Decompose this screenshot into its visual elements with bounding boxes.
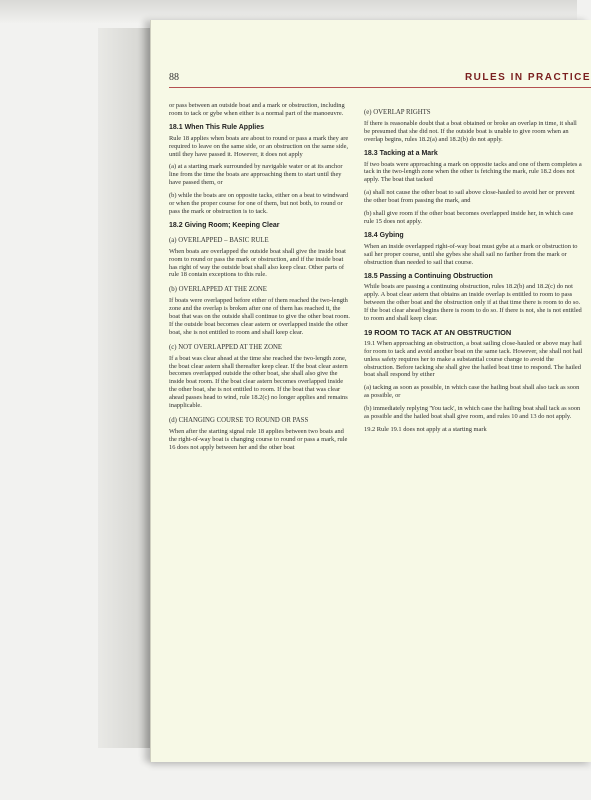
paragraph-18-2-c: If a boat was clear ahead at the time she reached the two-length zone, the boat clear astern shall thereafter keep clear. If the boat clear astern becomes overlapped outside the other boat, she shall also give the inside boat room. If the boat clear astern becomes overlapped inside the other boat, she is not entitled to room. If the boat that was clear ahead passes head to wind, rule 18.2(c) no longer applies and remains inapplicable. (169, 354, 348, 410)
heading-18-5: 18.5 Passing a Continuing Obstruction (364, 272, 493, 280)
heading-18-2-a: (a) OVERLAPPED – BASIC RULE (169, 236, 269, 244)
paragraph-18-2-b: If boats were overlapped before either of them reached the two-length zone and the overlap is broken after one of them has reached it, the boat that was on the outside shall continue to give the other boat room. If the outside boat becomes clear astern or overlapped inside the other boat, she is not entitled to room and shall keep clear. (169, 297, 351, 336)
paragraph-18-1-a: (a) at a starting mark surrounded by navigable water or at its anchor line from the time the boats are approaching them to start until they have passed them, or (169, 163, 343, 187)
heading-19: 19 ROOM TO TACK AT AN OBSTRUCTION (364, 327, 512, 337)
page-number: 88 (169, 72, 179, 83)
paragraph-19-2: 19.2 Rule 19.1 does not apply at a starting mark (364, 426, 487, 433)
heading-18-3: 18.3 Tacking at a Mark (364, 149, 438, 157)
heading-18-2: 18.2 Giving Room; Keeping Clear (169, 221, 280, 229)
paragraph-18-4: When an inside overlapped right-of-way boat must gybe at a mark or obstruction to sail her proper course, until she gybes she shall sail no farther from the mark or obstruction than needed to sail that course. (364, 242, 578, 266)
paragraph-18-3-a: (a) shall not cause the other boat to sail above close-hauled to avoid her or prevent the other boat from passing the mark, and (364, 189, 575, 205)
heading-18-2-d: (d) CHANGING COURSE TO ROUND OR PASS (169, 417, 309, 424)
paragraph-19-1-b: (b) immediately replying 'You tack', in which case the hailing boat shall tack as soon as possible and the hailed boat shall give room, and rules 10 and 13 do not apply. (364, 405, 581, 421)
right-column (364, 102, 584, 439)
intro-paragraph: or pass between an outside boat and a mark or obstruction, including room to tack or gybe when either is a normal part of the manoeuvre. (169, 102, 345, 117)
paragraph-18-5: While boats are passing a continuing obstruction, rules 18.2(b) and 18.2(c) do not apply. A boat clear astern that obtains an inside overlap is entitled to room to pass between the other boat and the obstruction only if at that time there is room to do so. If the boat clear ahead begins there is room to do so. If there is not, she is not entitled to room and shall keep clear. (364, 283, 582, 323)
paragraph-18-2-a: When boats are overlapped the outside boat shall give the inside boat room to round or pass the mark or obstruction, and if the inside boat has right of way the outside boat shall also keep clear. Other parts of rule 18 contain exceptions to this rule. (169, 247, 346, 279)
paragraph-19-1-a: (a) tacking as soon as possible, in which case the hailing boat shall also tack as soon as possible, or (364, 384, 580, 400)
paragraph-18-3: If two boats were approaching a mark on opposite tacks and one of them completes a tack in the two-length zone when the other is fetching the mark, rule 18.2 does not apply. The boat that tacked (364, 160, 582, 184)
paragraph-18-1: Rule 18 applies when boats are about to round or pass a mark they are required to leave on the same side, or an obstruction on the same side, until they have passed it. However, it does not apply (169, 134, 349, 158)
header-rule (169, 87, 591, 88)
running-head: RULES IN PRACTICE (464, 72, 591, 83)
heading-18-2-e: (e) OVERLAP RIGHTS (364, 109, 431, 116)
page-header (169, 72, 591, 88)
paragraph-18-2-e: If there is reasonable doubt that a boat obtained or broke an overlap in time, it shall be presumed that she did not. If the outside boat is unable to give room when an overlap begins, rules 18.2(a) and 18.2(b) do not apply. (364, 119, 577, 143)
paragraph-19-1: 19.1 When approaching an obstruction, a boat sailing close-hauled or above may hail for room to tack and avoid another boat on the same tack. However, she shall not hail unless safety requires her to make a substantial course change to avoid the obstruction. Before tacking she shall give the hailed boat time to respond. The hailed boat shall respond by either (364, 339, 583, 379)
heading-18-1: 18.1 When This Rule Applies (169, 123, 265, 131)
heading-18-4: 18.4 Gybing (364, 231, 404, 239)
book-page (150, 20, 591, 762)
paragraph-18-2-d: When after the starting signal rule 18 applies between two boats and the right-of-way boat is changing course to round or pass a mark, rule 16 does not apply between her and the other boat (169, 427, 348, 451)
heading-18-2-b: (b) OVERLAPPED AT THE ZONE (169, 286, 267, 294)
book-spine-shadow (98, 28, 154, 748)
paragraph-18-1-b: (b) while the boats are on opposite tacks, either on a beat to windward or when the proper course for one of them, but not both, to round or pass the mark or obstruction is to tack. (169, 192, 349, 215)
left-column (169, 102, 352, 457)
paragraph-18-3-b: (b) shall give room if the other boat becomes overlapped inside her, in which case rule 15 does not apply. (364, 210, 574, 225)
heading-18-2-c: (c) NOT OVERLAPPED AT THE ZONE (169, 343, 283, 351)
